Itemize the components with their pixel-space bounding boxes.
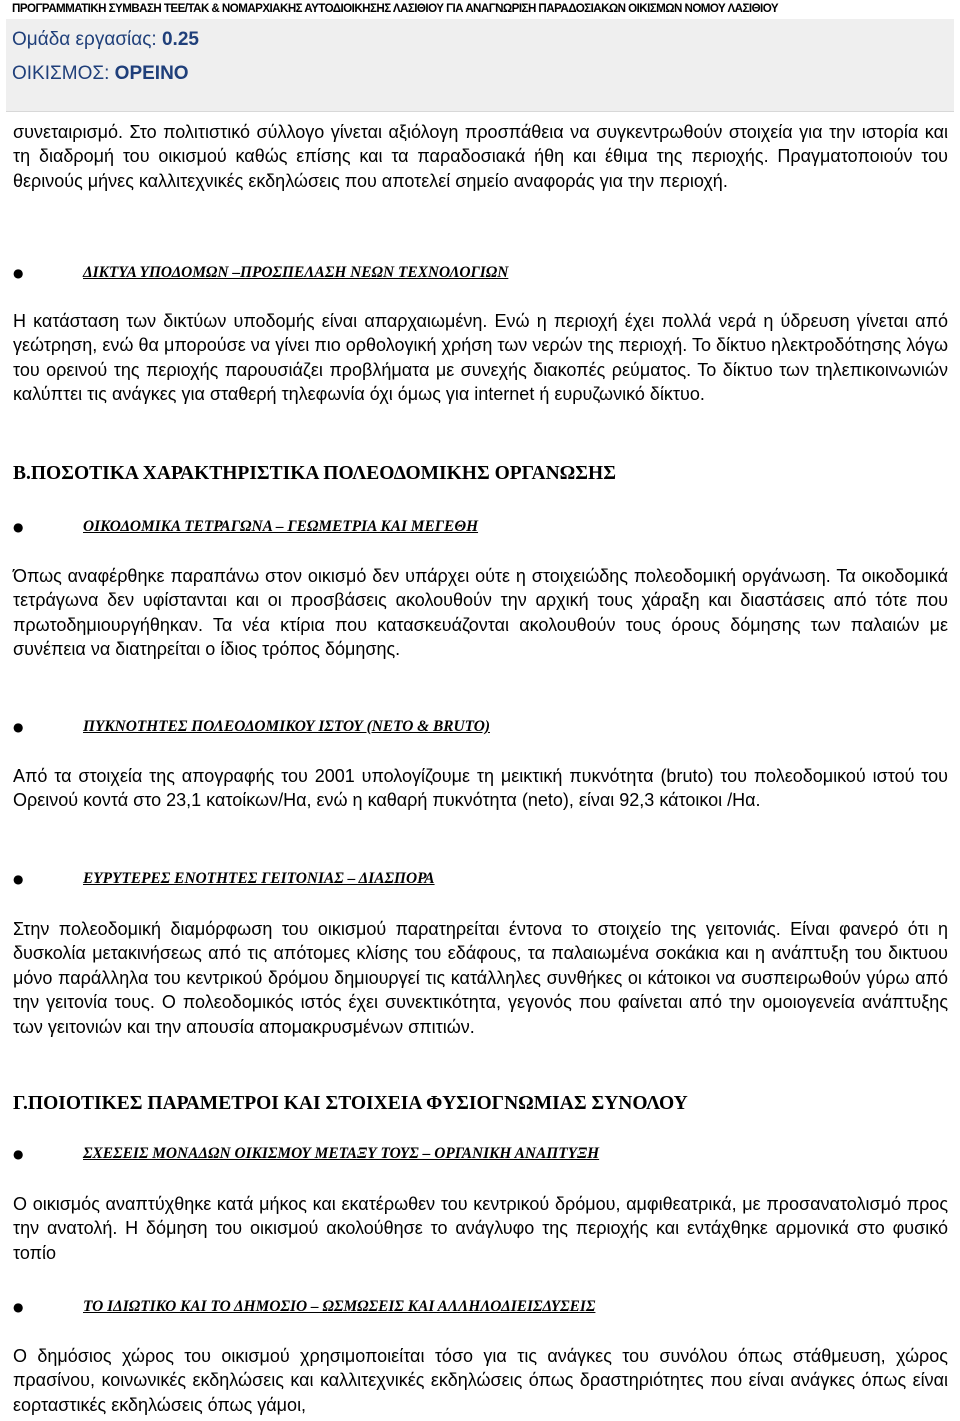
section-heading-b: Β.ΠΟΣΟΤΙΚΑ ΧΑΡΑΚΤΗΡΙΣΤΙΚΑ ΠΟΛΕΟΔΟΜΙΚΗΣ ΟΡΓΑΝΩΣΗΣ: [13, 463, 616, 484]
paragraph-public-space: Ο δημόσιος χώρος του οικισμού χρησιμοποιείται τόσο για τις ανάγκες του συνόλου όπως στάθμευση, χώρος πρασίνου, κοινωνικές εκδηλώσεις και καλλιτεχνικές εκδηλώσεις όπως δραστηριότητες που είναι ανάγκες όπως είναι εορταστικές εκδηλώσεις όπως γάμοι,: [13, 1346, 948, 1415]
paragraph-neighborhood: Στην πολεοδομική διαμόρφωση του οικισμού παρατηρείται έντονα το στοιχείο της γειτονιάς. Είναι φανερό ότι η δυσκολία μετακινήσεως από τις απότομες κλίσης του εδάφους, τα παλαιωμένα σοκάκια και η ανάπτυξη του δικτυου μόνο παράλληλα του κεντρικού δρόμου δημιουργεί τις κατάλληλες συνθήκες οι κάτοικοι να συσπειρωθούν γύρω από την γειτονία τους. Ο πολεοδομικός ιστός έχει συνεκτικότητα, γεγονός που φαίνεται από την ομοιογενεία ανάπτυξης των γειτονιών και την απουσία απομακρυσμένων σπιτιών.: [13, 919, 948, 1037]
bullet-heading-text: ΟΙΚΟΔΟΜΙΚΑ ΤΕΤΡΑΓΩΝΑ – ΓΕΩΜΕΤΡΙΑ ΚΑΙ ΜΕΓΕΘΗ: [83, 518, 479, 535]
document-header-box: [6, 19, 954, 112]
paragraph-infrastructure: Η κατάσταση των δικτύων υποδομής είναι απαρχαιωμένη. Ενώ η περιοχή έχει πολλά νερά η ύδρευση γίνεται από γεώτρηση, ενώ θα μπορούσε να γίνει πιο ορθολογική χρήση των νερών της περιοχή. Το δίκτυο ηλεκτροδότησης λόγω του ορεινού της περιοχής παρουσιάζει προβλήματα με συνεχής διακοπές ρεύματος. Το δίκτυο των τηλεπικοινωνιών καλύπτει τις ανάγκες για σταθερή τηλεφωνία όχι όμως για internet ή ευρυζωνικό δίκτυο.: [13, 311, 948, 405]
bullet-heading-text: ΤΟ ΙΔΙΩΤΙΚΟ ΚΑΙ ΤΟ ΔΗΜΟΣΙΟ – ΩΣΜΩΣΕΙΣ ΚΑΙ ΑΛΛΗΛΟΔΙΕΙΣΔΥΣΕΙΣ: [83, 1298, 596, 1315]
paragraph-density: Από τα στοιχεία της απογραφής του 2001 υπολογίζουμε τη μεικτική πυκνότητα (bruto) του πολεοδομικού ιστού του Ορεινού κοντά στο 23,1 κατοίκων/Ηα, ενώ η καθαρή πυκνότητα (neto), είναι 92,3 κάτοικοι /Ηα.: [13, 766, 948, 811]
paragraph-urban-organization: Όπως αναφέρθηκε παραπάνω στον οικισμό δεν υπάρχει ούτε η στοιχειώδης πολεοδομική οργάνωση. Τα οικοδομικά τετράγωνα δεν υφίστανται και οι προσβάσεις ακολουθούν την αρχική τους χάραξη και διαστάσεις από τότε που πρωτοδημιουργήθηκαν. Τα νέα κτίρια που κατασκευάζονται ακολουθούν τους όρους δόμησης των παλαιών με συνέπεια να διατηρείται ο ίδιος τρόπος δόμησης.: [13, 566, 948, 660]
bullet-heading-text: ΣΧΕΣΕΙΣ ΜΟΝΑΔΩΝ ΟΙΚΙΣΜΟΥ ΜΕΤΑΞΥ ΤΟΥΣ – ΟΡΓΑΝΙΚΗ ΑΝΑΠΤΥΞΗ: [83, 1145, 600, 1162]
bullet-icon: ●: [13, 1300, 24, 1314]
bullet-icon: ●: [13, 520, 24, 534]
bullet-icon: ●: [13, 1147, 24, 1161]
settlement-value: ΟΡΕΙΝΟ: [114, 63, 189, 84]
settlement-line: [12, 62, 189, 86]
bullet-icon: ●: [13, 872, 24, 886]
work-group-label: Ομάδα εργασίας:: [12, 29, 162, 50]
running-header: ΠΡΟΓΡΑΜΜΑΤΙΚΗ ΣΥΜΒΑΣΗ ΤΕΕ/ΤΑΚ & ΝΟΜΑΡΧΙΑΚΗΣ ΑΥΤΟΔΙΟΙΚΗΣΗΣ ΛΑΣΙΘΙΟΥ ΓΙΑ ΑΝΑΓΝΩΡΙΣΗ ΠΑΡΑΔΟΣΙΑΚΩΝ ΟΙΚΙΣΜΩΝ ΝΟΜΟΥ ΛΑΣΙΘΙΟΥ: [12, 2, 779, 15]
bullet-heading-text: ΕΥΡΥΤΕΡΕΣ ΕΝΟΤΗΤΕΣ ΓΕΙΤΟΝΙΑΣ – ΔΙΑΣΠΟΡΑ: [83, 870, 435, 887]
section-heading-c: Γ.ΠΟΙΟΤΙΚΕΣ ΠΑΡΑΜΕΤΡΟΙ ΚΑΙ ΣΤΟΙΧΕΙΑ ΦΥΣΙΟΓΝΩΜΙΑΣ ΣΥΝΟΛΟΥ: [13, 1093, 688, 1114]
paragraph-organic-growth: Ο οικισμός αναπτύχθηκε κατά μήκος και εκατέρωθεν του κεντρικού δρόμου, αμφιθεατρικά, με προσανατολισμό προς την ανατολή. Η δόμηση του οικισμού ακολούθησε το ανάγλυφο της περιοχής και εντάχθηκε αρμονικά στο φυσικό τοπίο: [13, 1194, 948, 1263]
bullet-icon: ●: [13, 266, 24, 280]
work-group-line: [12, 28, 199, 52]
paragraph-cultural-association: συνεταιρισμό. Στο πολιτιστικό σύλλογο γίνεται αξιόλογη προσπάθεια να συγκεντρωθούν στοιχεία για την ιστορία και τη διαδρομή του οικισμού καθώς επίσης και τα παραδοσιακά ήθη και έθιμα της περιοχής. Πραγματοποιούν του θερινούς μήνες καλλιτεχνικές εκδηλώσεις που αποτελεί σημείο αναφοράς για την περιοχή.: [13, 122, 948, 191]
work-group-value: 0.25: [161, 29, 199, 50]
settlement-label: ΟΙΚΙΣΜΟΣ:: [12, 63, 115, 84]
bullet-heading-text: ΔΙΚΤΥΑ ΥΠΟΔΟΜΩΝ –ΠΡΟΣΠΕΛΑΣΗ ΝΕΩΝ ΤΕΧΝΟΛΟΓΙΩΝ: [83, 264, 509, 281]
bullet-heading-text: ΠΥΚΝΟΤΗΤΕΣ ΠΟΛΕΟΔΟΜΙΚΟΥ ΙΣΤΟΥ (NETO & BRUTO): [83, 718, 490, 735]
bullet-icon: ●: [13, 720, 24, 734]
